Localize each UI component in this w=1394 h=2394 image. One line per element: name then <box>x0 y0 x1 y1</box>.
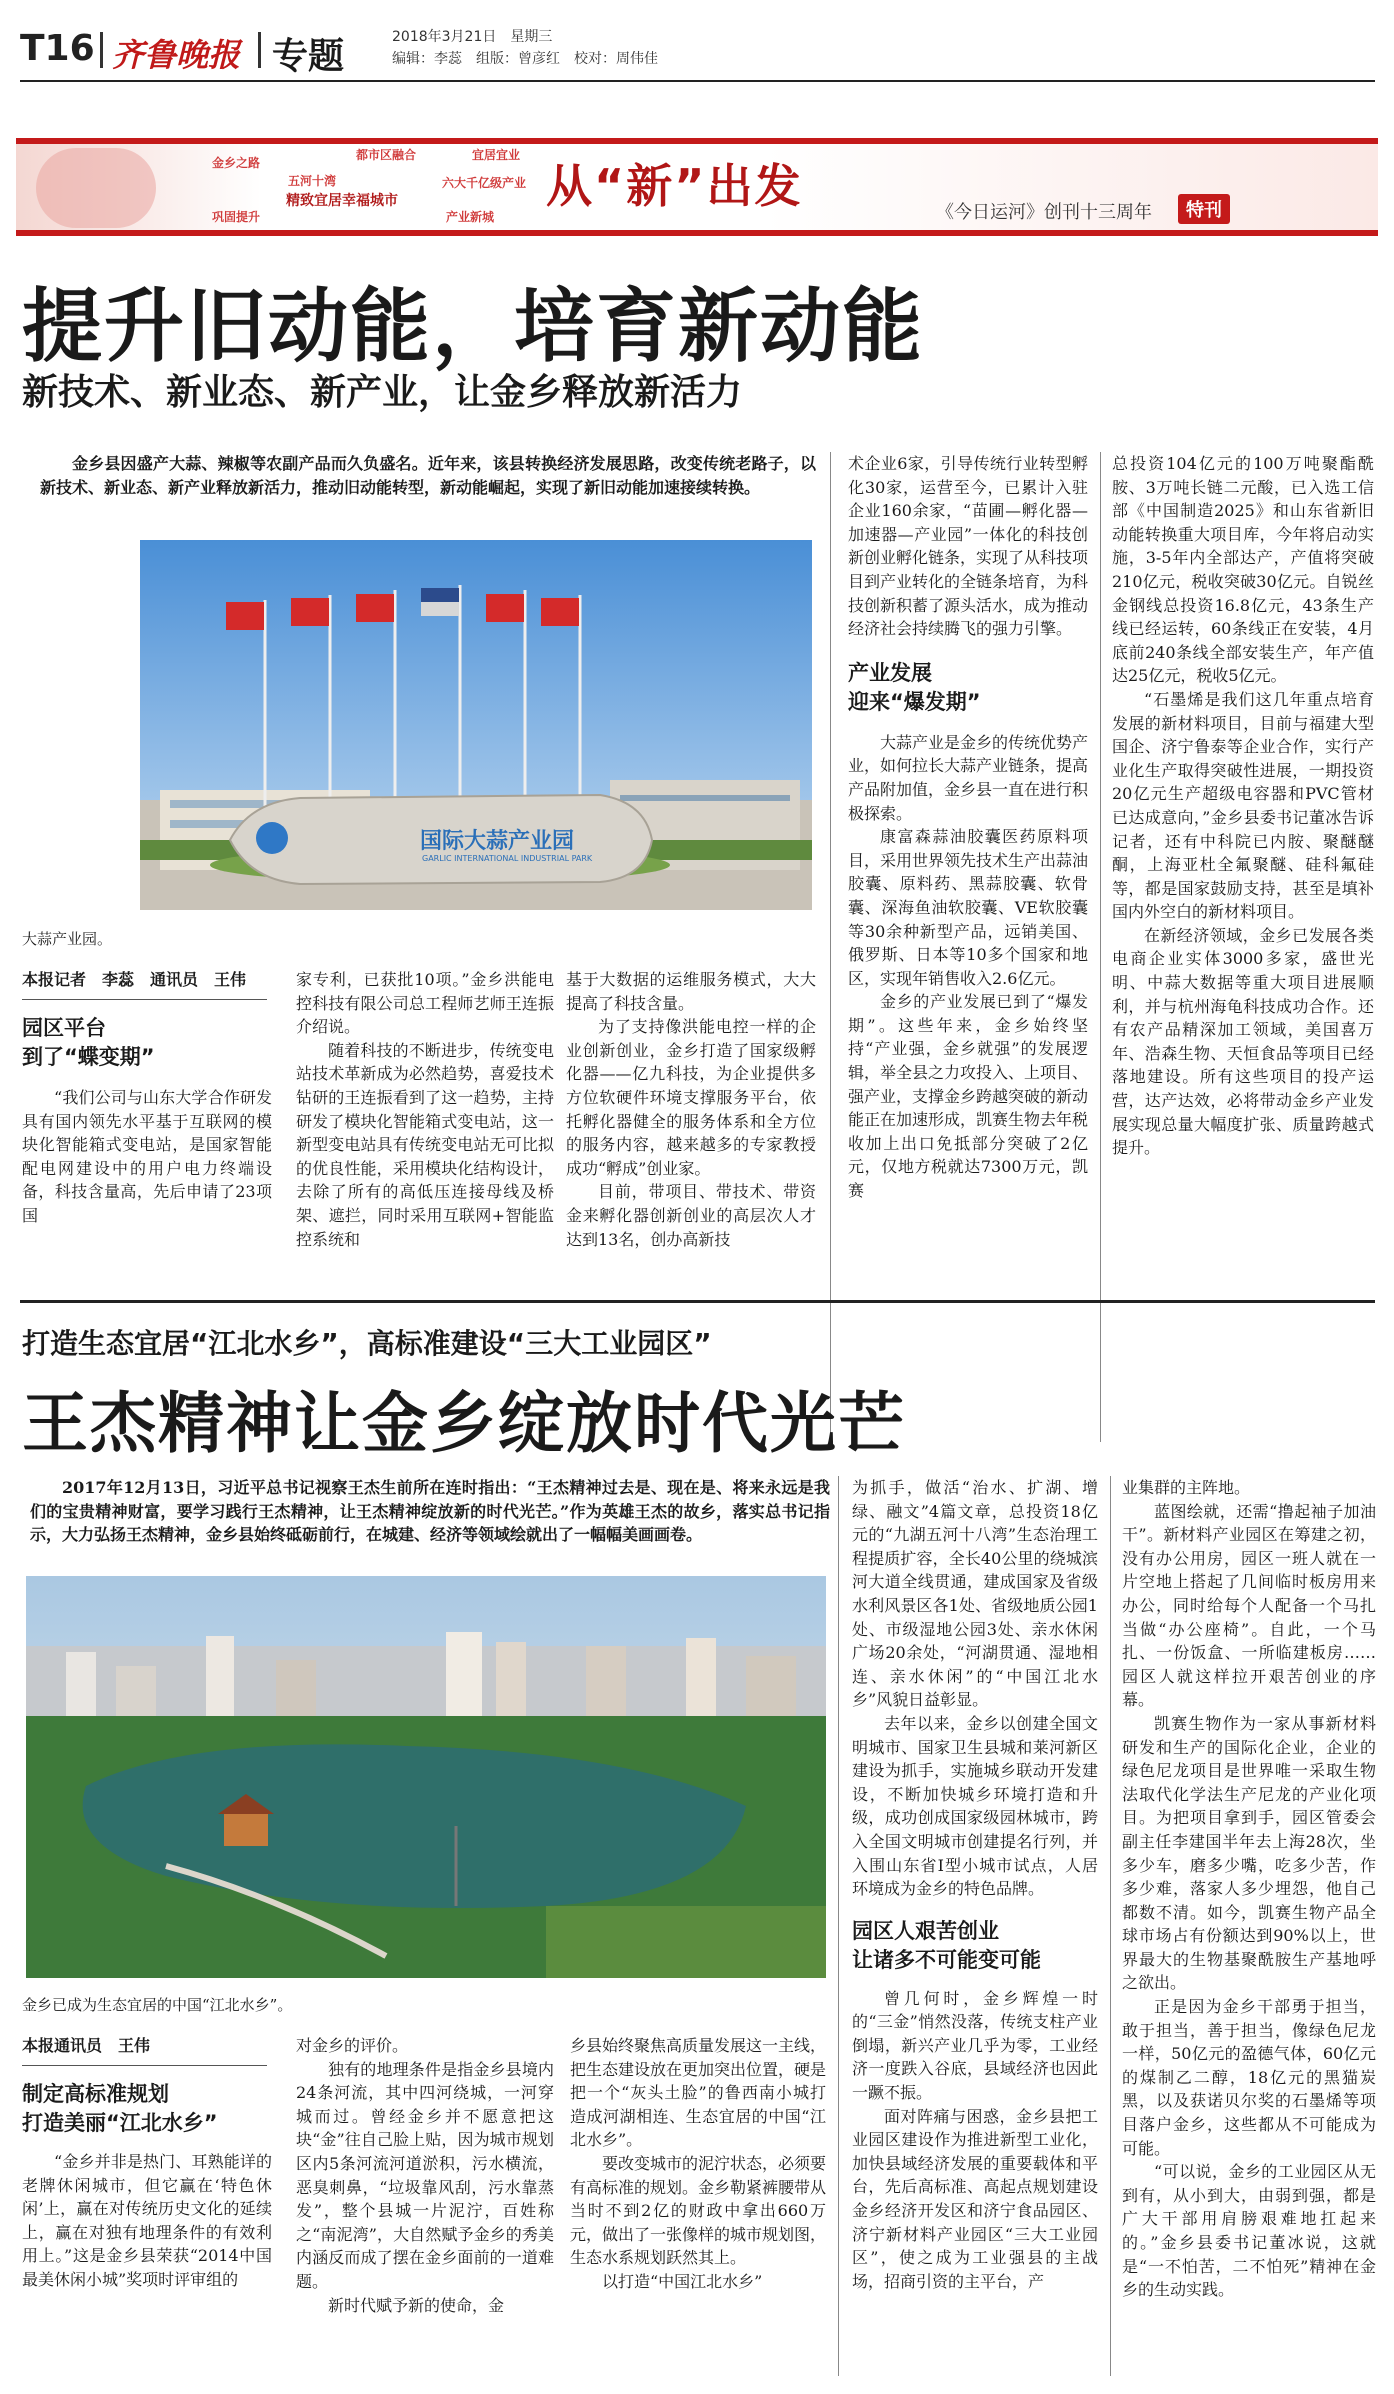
paragraph: 凯赛生物作为一家从事新材料研发和生产的国际化企业，企业的绿色尼龙项目是世界唯一采取生物法取代化学法生产尼龙的产业化项目。为把项目拿到手，园区管委会副主任李建国半年去上海28次，坐多少车，磨多少嘴，吃多少苦，作多少难，落家人多少埋怨，他自己都数不清。如今，凯赛生物产品全球市场占有份额达到90%以上，世界最大的生物基聚酰胺生产基地呼之欲出。 <box>1122 1713 1376 1993</box>
paragraph: 以打造“中国江北水乡” <box>602 2271 763 2291</box>
article-lead: 2017年12月13日，习近平总书记视察王杰生前所在连时指出：“王杰精神过去是、现在是、将来永远是我们的宝贵精神财富，要学习践行王杰精神，让王杰精神绽放新的时代光芒。”作为英雄王杰的故乡，落实总书记指示，大力弘扬王杰精神，金乡县始终砥砺前行，在城建、经济等领域绘就出了一幅幅美画画卷。 <box>30 1478 830 1545</box>
park-sign-english: GARLIC INTERNATIONAL INDUSTRIAL PARK <box>422 854 593 863</box>
paragraph: 基于大数据的运维服务模式，大大提高了科技含量。 <box>566 970 816 1013</box>
subhead: 园区平台 <box>22 1016 106 1040</box>
special-issue-badge: 特刊 <box>1178 194 1230 224</box>
column-rule <box>838 1476 839 2376</box>
divider <box>258 32 261 68</box>
paragraph: 正是因为金乡干部勇于担当，敢于担当，善于担当，像绿色尼龙一样，50亿元的盈德气体，60亿元的煤制乙二醇，18亿元的黑猫炭黑，以及获诺贝尔奖的石墨烯等项目落户金乡，这些都从不可能成为可能。 <box>1122 1997 1376 2158</box>
banner-slogan: 宜居宜业 <box>472 148 521 162</box>
subhead: 迎来“爆发期” <box>848 689 981 714</box>
subhead: 到了“蝶变期” <box>22 1045 155 1069</box>
column-rule <box>1100 452 1101 1442</box>
jiangbei-watertown-photo <box>26 1576 826 1978</box>
banner-slogan: 六大千亿级产业 <box>442 176 527 190</box>
header-rule <box>20 80 1375 82</box>
divider <box>22 999 267 1000</box>
paragraph: 随着科技的不断进步，传统变电站技术革新成为必然趋势，喜爱技术钻研的王连振看到了这一趋势，主持研发了模块化智能箱式变电站，这一新型变电站具有传统变电站无可比拟的优良性能，采用模块化结构设计，去除了所有的高低压连接母线及桥架、遮拦，同时采用互联网+智能监控系统和 <box>296 1040 554 1249</box>
subhead: 打造美丽“江北水乡” <box>22 2111 218 2135</box>
paragraph: 大蒜产业是金乡的传统优势产业，如何拉长大蒜产业链条，提高产品附加值，金乡县一直在进行积极探索。 <box>848 732 1089 823</box>
photo-caption: 金乡已成为生态宜居的中国“江北水乡”。 <box>22 1996 293 2014</box>
subhead: 让诸多不可能变可能 <box>852 1947 1041 1972</box>
paragraph: 业集群的主阵地。 <box>1122 1478 1251 1497</box>
newspaper-logo: 齐鲁晚报 <box>112 36 241 74</box>
banner-decoration <box>36 148 156 228</box>
section-title: 专题 <box>272 36 345 77</box>
page-number: T16 <box>20 28 95 69</box>
article-subheadline: 新技术、新业态、新产业，让金乡释放新活力 <box>22 372 743 413</box>
subhead: 园区人艰苦创业 <box>852 1918 999 1943</box>
paragraph: 面对阵痛与困惑，金乡县把工业园区建设作为推进新型工业化，加快县域经济发展的重要载体和平台，先后高标准、高起点规划建设金乡经济开发区和济宁食品园区、济宁新材料产业园区“三大工业园区”，使之成为工业强县的主战场，招商引资的主平台，产 <box>852 2106 1098 2291</box>
banner-slogan: 精致宜居幸福城市 <box>286 193 398 209</box>
subhead: 产业发展 <box>848 660 932 685</box>
banner-slogan: 五河十湾 <box>288 174 337 188</box>
paragraph: 在新经济领域，金乡已发展各类电商企业实体3000多家，盛世光明、中蒜大数据等重大项目进展顺利，并与杭州海龟科技成功合作。还有农产品精深加工领域，美国喜万年、浩森生物、天恒食品等项目已经落地建设。所有这些项目的投产运营，达产达效，必将带动金乡产业发展实现总量大幅度扩张、质量跨越式提升。 <box>1112 925 1374 1158</box>
park-sign-text: 国际大蒜产业园 <box>420 829 575 854</box>
divider <box>100 32 103 68</box>
article-headline: 王杰精神让金乡绽放时代光芒 <box>22 1385 906 1462</box>
paragraph: “我们公司与山东大学合作研发具有国内领先水平基于互联网的模块化智能箱式变电站，是国家智能配电网建设中的用户电力终端设备，科技含量高，先后申请了23项国 <box>22 1088 272 1225</box>
photo-illustration <box>26 1576 826 1978</box>
paragraph: 要改变城市的泥泞状态，必须要有高标准的规划。金乡勒紧裤腰带从当时不到2亿的财政中拿出660万元，做出了一张像样的城市规划图，生态水系规划跃然其上。 <box>570 2153 827 2268</box>
editor-line: 编辑：李蕊 组版：曾彦红 校对：周伟佳 <box>392 51 658 67</box>
paragraph: 独有的地理条件是指金乡县境内24条河流，其中四河绕城，一河穿城而过。曾经金乡并不愿意把这块“金”往自己脸上贴，因为城市规划区内5条河流河道淤积，污水横流，恶臭刺鼻，“垃圾靠风刮，污水靠蒸发”，整个县城一片泥泞，百姓称之“南泥湾”，大自然赋予金乡的秀美内涵反而成了摆在金乡面前的一道难题。 <box>296 2059 554 2291</box>
paragraph: 蓝图绘就，还需“撸起袖子加油干”。新材料产业园区在筹建之初，没有办公用房，园区一班人就在一片空地上搭起了几间临时板房用来办公，同时给每个人配备一个马扎当做“办公座椅”。自此，一个马扎、一份饭盒、一所临建板房……园区人就这样拉开艰苦创业的序幕。 <box>1122 1501 1376 1710</box>
column-rule <box>1110 1476 1111 2376</box>
photo-caption: 大蒜产业园。 <box>22 930 113 948</box>
paragraph: 乡县始终聚焦高质量发展这一主线，把生态建设放在更加突出位置，硬是把一个“灰头土脸”的鲁西南小城打造成河湖相连、生态宜居的中国“江北水乡”。 <box>570 2036 827 2150</box>
garlic-park-photo <box>140 540 812 910</box>
paragraph: “石墨烯是我们这几年重点培育发展的新材料项目，目前与福建大型国企、济宁鲁泰等企业合作，实行产业化生产取得突破性进展，一期投资20亿元生产超级电容器和PVC管材已达成意向，”金乡县委书记董冰告诉记者，还有中科院已内胺、聚醚醚酮，上海亚杜全氟聚醚、硅科氟硅等，都是国家鼓励支持，甚至是填补国内外空白的新材料项目。 <box>1112 689 1374 922</box>
date-line: 2018年3月21日 星期三 <box>392 29 553 45</box>
paragraph: 对金乡的评价。 <box>296 2036 409 2055</box>
paragraph: “金乡并非是热门、耳熟能详的老牌休闲城市，但它赢在‘特色休闲’上，赢在对传统历史文化的延续上，赢在对独有地理条件的有效利用上。”这是金乡县荣获“2014中国最美休闲小城”奖项时评审组的 <box>22 2152 272 2289</box>
paragraph: 为了支持像洪能电控一样的企业创新创业，金乡打造了国家级孵化器——亿九科技，为企业提供多方位软硬件环境支撑服务平台，依托孵化器健全的服务体系和全方位的服务内容，越来越多的专家教授成功“孵成”创业家。 <box>566 1017 816 1178</box>
column-rule <box>830 452 831 1442</box>
subhead: 制定高标准规划 <box>22 2082 169 2106</box>
article-lead: 金乡县因盛产大蒜、辣椒等农副产品而久负盛名。近年来，该县转换经济发展思路，改变传统老路子，以新技术、新业态、新产业释放新活力，推动旧动能转型，新动能崛起，实现了新旧动能加速接续转换。 <box>40 454 816 497</box>
paragraph: 康富森蒜油胶囊医药原料项目，采用世界领先技术生产出蒜油胶囊、原料药、黑蒜胶囊、软骨囊、深海鱼油软胶囊、VE软胶囊等30余种新型产品，远销美国、俄罗斯、日本等10多个国家和地区，实现年销售收入2.6亿元。 <box>848 827 1089 988</box>
paragraph: 目前，带项目、带技术、带资金来孵化器创新创业的高层次人才达到13名，创办高新技 <box>566 1182 816 1249</box>
banner-slogan: 产业新城 <box>446 210 495 224</box>
article-kicker: 打造生态宜居“江北水乡”，高标准建设“三大工业园区” <box>22 1327 712 1360</box>
byline: 本报通讯员 王伟 <box>22 2036 151 2055</box>
article-headline: 提升旧动能，培育新动能 <box>22 280 924 373</box>
banner-slogan: 金乡之路 <box>212 156 261 170</box>
byline: 本报记者 李蕊 通讯员 王伟 <box>22 970 247 989</box>
section-divider <box>20 1300 1375 1303</box>
paragraph: “可以说，金乡的工业园区从无到有，从小到大，由弱到强，都是广大干部用肩膀艰难地扛起来的。”金乡县委书记董冰说，这就是“一不怕苦，二不怕死”精神在金乡的生动实践。 <box>1122 2162 1376 2300</box>
banner-slogan: 巩固提升 <box>212 210 261 224</box>
paragraph: 为抓手，做活“治水、扩湖、增绿、融文”4篇文章，总投资18亿元的“九湖五河十八湾”生态治理工程提质扩容，全长40公里的绕城滨河大道全线贯通，建成国家及省级水利风景区各1处、省级地质公园1处、市级湿地公园3处、亲水休闲广场20余处，“河湖贯通、湿地相连、亲水休闲”的“中国江北水乡”风貌日益彰显。 <box>852 1478 1098 1710</box>
special-issue-banner <box>16 138 1378 236</box>
paragraph: 曾几何时，金乡辉煌一时的“三金”悄然没落，传统支柱产业倒塌，新兴产业几乎为零，工业经济一度跌入谷底，县域经济也因此一蹶不振。 <box>852 1988 1098 2103</box>
banner-subtitle: 《今日运河》创刊十三周年 <box>936 202 1152 223</box>
masthead <box>20 24 1375 77</box>
banner-headline: 从“新”出发 <box>546 159 803 213</box>
paragraph: 新时代赋予新的使命，金 <box>328 2295 505 2315</box>
paragraph: 总投资104亿元的100万吨聚酯酰胺、3万吨长链二元酸，已入选工信部《中国制造2025》和山东省新旧动能转换重大项目库，今年将启动实施，3-5年内全部达产，产值将突破210亿元，税收突破30亿元。自锐丝金钢线总投资16.8亿元，43条生产线已经运转，60条线正在安装，4月底前240条线全部安装生产，年产值达25亿元，税收5亿元。 <box>1112 454 1374 686</box>
banner-slogan: 都市区融合 <box>356 148 417 162</box>
divider <box>22 2065 267 2066</box>
paragraph: 去年以来，金乡以创建全国文明城市、国家卫生县城和莱河新区建设为抓手，实施城乡联动开发建设，不断加快城乡环境打造和升级，成功创成国家级园林城市，跨入全国文明城市创建提名行列，并入围山东省Ⅰ型小城市试点，人居环境成为金乡的特色品牌。 <box>852 1713 1098 1899</box>
paragraph: 金乡的产业发展已到了“爆发期”。这些年来，金乡始终坚持“产业强，金乡就强”的发展逻辑，举全县之力攻投入、上项目、强产业，支撑金乡跨越突破的新动能正在加速形成，凯赛生物去年税收加上出口免抵部分突破了2亿元，仅地方税就达7300万元，凯赛 <box>848 992 1089 1201</box>
paragraph: 家专利，已获批10项。”金乡洪能电控科技有限公司总工程师艺师王连振介绍说。 <box>296 970 554 1037</box>
paragraph: 术企业6家，引导传统行业转型孵化30家，运营至今，已累计入驻企业160余家，“苗圃—孵化器—加速器—产业园”一体化的科技创新创业孵化链条，实现了从科技项目到产业转化的全链条培育，为科技创新积蓄了源头活水，成为推动经济社会持续腾飞的强力引擎。 <box>848 454 1089 639</box>
